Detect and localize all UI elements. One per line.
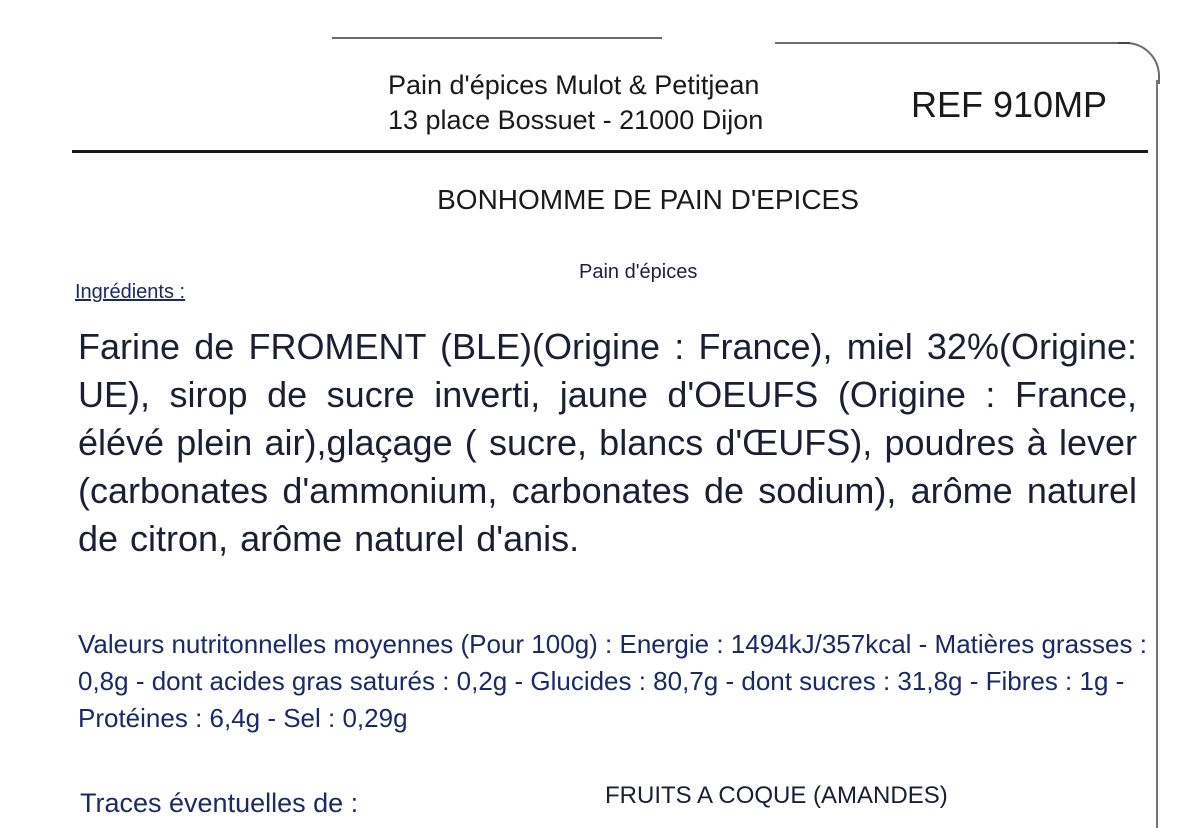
traces-value: FRUITS A COQUE (AMANDES) bbox=[605, 782, 948, 809]
product-subtitle: Pain d'épices bbox=[579, 261, 698, 283]
maker-name: Pain d'épices Mulot & Petitjean bbox=[388, 70, 760, 100]
maker-block bbox=[388, 68, 763, 138]
traces-label: Traces éventuelles de : bbox=[80, 788, 359, 818]
product-title: BONHOMME DE PAIN D'EPICES bbox=[437, 184, 859, 215]
label-top-edge bbox=[332, 37, 662, 39]
ingredients-label: Ingrédients : bbox=[75, 281, 186, 303]
maker-address: 13 place Bossuet - 21000 Dijon bbox=[388, 105, 764, 135]
reference-code: REF 910MP bbox=[911, 84, 1108, 125]
label-top-edge-right bbox=[775, 42, 1130, 44]
nutrition-facts: Valeurs nutritonnelles moyennes (Pour 100g) : Energie : 1494kJ/357kcal - Matières grasses : 0,8g - dont acides gras saturés : 0,2g - Glucides : 80,7g - dont sucres : 31,8g - Fibres : 1g - Protéines : 6,4g - Sel : 0,29g bbox=[78, 629, 1147, 733]
header-divider bbox=[72, 150, 1148, 153]
ingredients-text: Farine de FROMENT (BLE)(Origine : France), miel 32%(Origine: UE), sirop de sucre inverti, jaune d'OEUFS (Origine : France, élévé plein air),glaçage ( sucre, blancs d'ŒUFS), poudres à lever (carbonates d'ammonium, carbonates de sodium), arôme naturel de citron, arôme naturel d'anis. bbox=[78, 326, 1137, 559]
label-corner bbox=[1118, 42, 1160, 84]
